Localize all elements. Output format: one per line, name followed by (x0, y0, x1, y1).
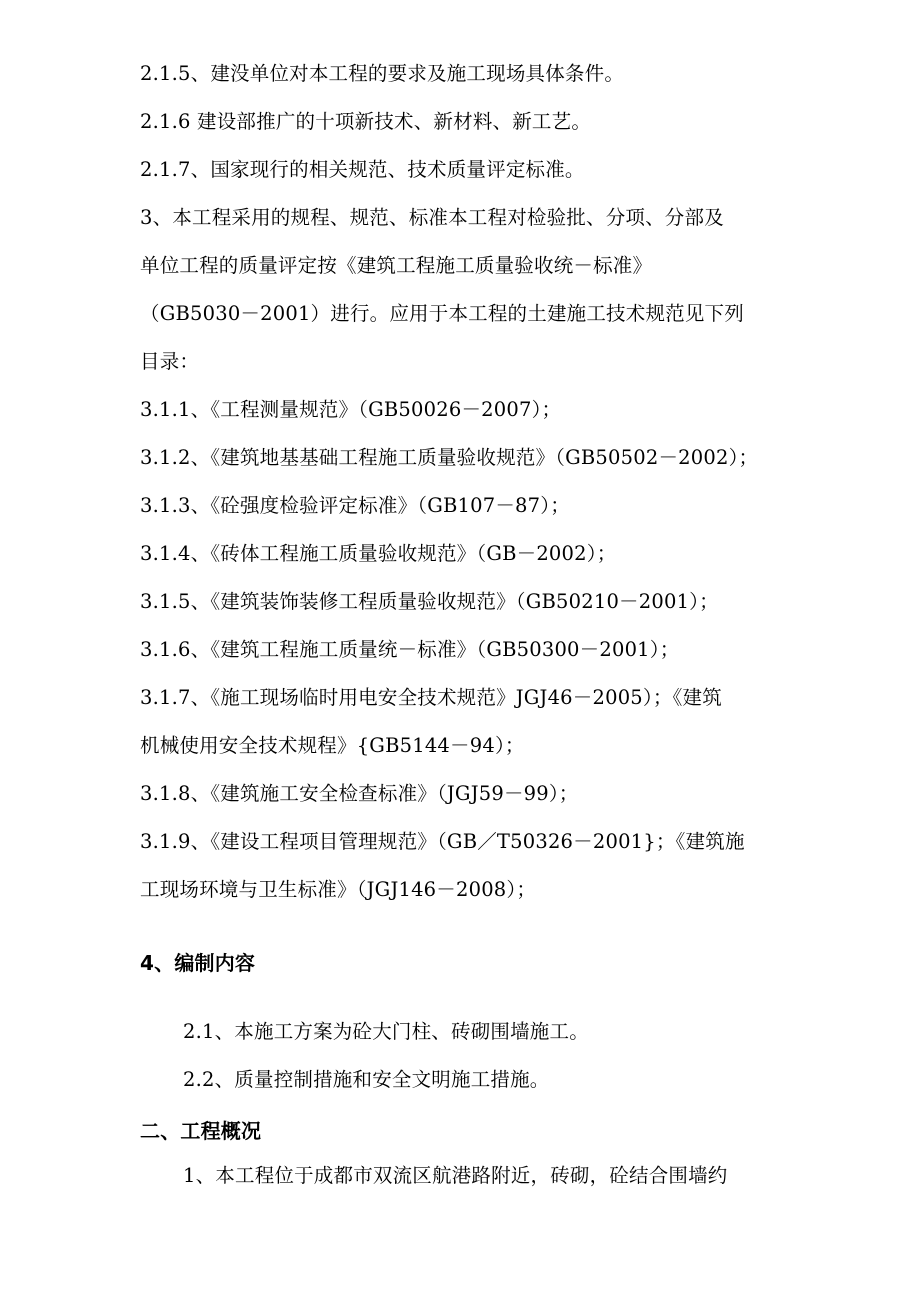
text-line-3-1-3: 3.1.3、《砼强度检验评定标准》（GB107－87）； (140, 494, 570, 517)
section-2-paragraph: 1、本工程位于成都市双流区航港路附近，砖砌，砼结合围墙约 (183, 1164, 728, 1187)
section-4-item-2-2: 2.2、质量控制措施和安全文明施工措施。 (183, 1068, 550, 1091)
text-line-3-1-2: 3.1.2、《建筑地基基础工程施工质量验收规范》（GB50502－2002）； (140, 446, 759, 469)
text-line-3-1-1: 3.1.1、《工程测量规范》（GB50026－2007）； (140, 398, 562, 421)
section-2-heading: 二、工程概况 (140, 1119, 262, 1143)
text-line-3-1-5: 3.1.5、《建筑装饰装修工程质量验收规范》（GB50210－2001）； (140, 590, 719, 613)
text-line-section-3-cont1: 单位工程的质量评定按《建筑工程施工质量验收统－标准》 (140, 254, 653, 277)
text-line-3-1-8: 3.1.8、《建筑施工安全检查标准》（JGJ59－99）； (140, 782, 579, 805)
text-line-section-3-cont3: 目录： (140, 350, 200, 373)
text-line-3-1-9: 3.1.9、《建设工程项目管理规范》（GB／T50326－2001}；《建筑施 (140, 830, 745, 853)
text-line-section-3: 3、本工程采用的规程、规范、标准本工程对检验批、分项、分部及 (140, 206, 724, 229)
section-4-item-2-1: 2.1、本施工方案为砼大门柱、砖砌围墙施工。 (183, 1020, 589, 1043)
text-line-2-1-5: 2.1.5、建没单位对本工程的要求及施工现场具体条件。 (140, 62, 625, 85)
text-line-3-1-9-cont: 工现场环境与卫生标准》（JGJ146－2008）； (140, 878, 537, 901)
text-line-2-1-6: 2.1.6 建设部推广的十项新技术、新材料、新工艺。 (140, 110, 592, 133)
text-line-3-1-7: 3.1.7、《施工现场临时用电安全技术规范》JGJ46－2005）；《建筑 (140, 686, 722, 709)
text-line-section-3-cont2: （GB5030－2001）进行。应用于本工程的土建施工技术规范见下列 (140, 302, 744, 325)
text-line-3-1-4: 3.1.4、《砖体工程施工质量验收规范》（GB－2002）； (140, 542, 617, 565)
section-4-heading: 4、编制内容 (140, 951, 256, 975)
text-line-3-1-6: 3.1.6、《建筑工程施工质量统－标准》（GB50300－2001）； (140, 638, 680, 661)
text-line-2-1-7: 2.1.7、国家现行的相关规范、技术质量评定标准。 (140, 158, 585, 181)
text-line-3-1-7-cont: 机械使用安全技术规程》{GB5144－94）； (140, 734, 525, 757)
